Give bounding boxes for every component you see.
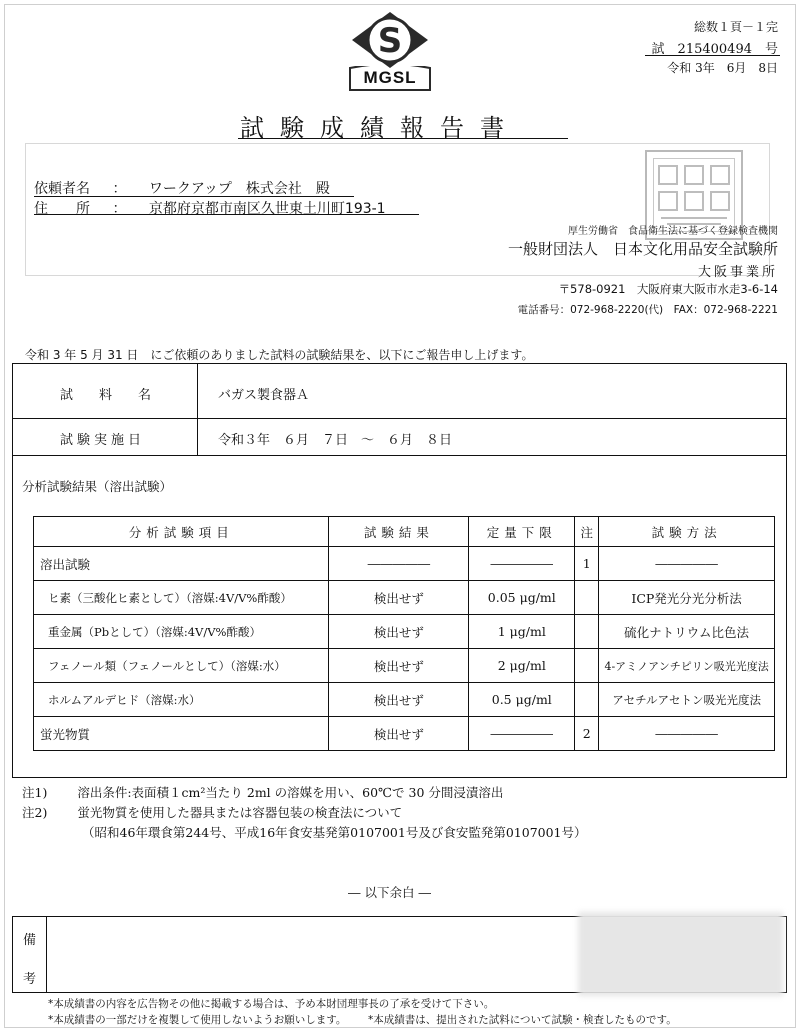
client-name-underline: [34, 196, 354, 197]
report-number-underline: [645, 55, 780, 56]
report-number: 試 215400494 号: [651, 42, 778, 57]
results-header-row: [34, 517, 775, 547]
total-pages: 総数１頁－１完: [693, 20, 778, 34]
row-method: ―――――: [599, 547, 775, 581]
logo-emblem-icon: [340, 10, 440, 70]
note-2-text: 蛍光物質を使用した器具または容器包装の検査法について: [77, 805, 403, 820]
footer-line-2a: *本成績書の一部だけを複製して使用しないようお願いします。: [48, 1014, 347, 1026]
issuer-phone: 電話番号：072-968-2220(代) FAX：072-968-2221: [517, 304, 778, 316]
page-title: 試験成績報告書: [240, 114, 520, 142]
row-note: [575, 615, 599, 649]
issuer-office: 大阪事業所: [697, 265, 778, 280]
row-result: 検出せず: [329, 683, 469, 717]
header-item: 分析試験項目: [34, 517, 329, 547]
remarks-divider: [46, 917, 47, 992]
row-result: 検出せず: [329, 615, 469, 649]
client-address-underline: [34, 214, 419, 215]
note-2: [22, 803, 402, 821]
svg-text:S: S: [377, 21, 403, 61]
end-mark: ― 以下余白 ―: [348, 885, 431, 900]
row-note: [575, 649, 599, 683]
row-result: 検出せず: [329, 581, 469, 615]
results-table: [33, 516, 775, 751]
footer-line-2b: *本成績書は、提出された試料について試験・検査したものです。: [368, 1014, 677, 1026]
row-item: ヒ素（三酸化ヒ素として）（溶媒:4V/V%酢酸）: [34, 581, 329, 615]
mgsl-logo: [340, 10, 440, 98]
row-method: ―――――: [599, 717, 775, 751]
table-row: [34, 615, 775, 649]
note-1: [22, 783, 503, 801]
table-row: [34, 547, 775, 581]
row-method: 硫化ナトリウム比色法: [599, 615, 775, 649]
sample-row-divider: [12, 418, 787, 419]
row-note: 1: [575, 547, 599, 581]
table-row: [34, 581, 775, 615]
test-period-value: 令和３年 ６月 ７日 ～ ６月 ８日: [218, 433, 453, 448]
row-item: 蛍光物質: [34, 717, 329, 751]
row-note: [575, 581, 599, 615]
header-result: 試験結果: [329, 517, 469, 547]
row-result: 検出せず: [329, 717, 469, 751]
client-name-label: 依頼者名: [34, 181, 90, 197]
note-1-text: 溶出条件:表面積１cm²当たり 2ml の溶媒を用い、60℃で 30 分間浸漬溶出: [77, 785, 504, 800]
logo-text-frame: [348, 66, 432, 92]
table-row: [34, 717, 775, 751]
row-note: 2: [575, 717, 599, 751]
note-2-label: 注2): [22, 805, 48, 820]
sample-value: バガス製食器Ａ: [218, 388, 310, 403]
remarks-label-2: 考: [23, 972, 37, 987]
issuer-postal-address: 〒578-0921 大阪府東大阪市水走3-6-14: [558, 282, 778, 296]
info-column-divider: [197, 363, 198, 455]
client-address-value: 京都府京都市南区久世東土川町193-1: [148, 201, 386, 217]
client-address-label: 住 所: [34, 201, 90, 217]
client-address-row: [34, 198, 386, 218]
issue-date: 令和 3年 6月 8日: [667, 61, 778, 75]
header-limit: 定量下限: [469, 517, 575, 547]
test-period-label: 試験実施日: [60, 433, 146, 448]
row-item: 溶出試験: [34, 547, 329, 581]
client-name-value: ワークアップ 株式会社 殿: [148, 181, 330, 197]
row-limit: ―――――: [469, 717, 575, 751]
client-name-row: [34, 178, 330, 198]
row-method: ICP発光分光分析法: [599, 581, 775, 615]
header-method: 試験方法: [599, 517, 775, 547]
note-2-continued: （昭和46年環食第244号、平成16年食安基発第0107001号及び食安監発第0107001号）: [82, 825, 587, 840]
redacted-area: [578, 912, 783, 996]
table-row: [34, 649, 775, 683]
table-row: [34, 683, 775, 717]
header-note: 注: [575, 517, 599, 547]
row-item: ホルムアルデヒド（溶媒:水）: [34, 683, 329, 717]
client-address-separator: ：: [112, 201, 127, 217]
title-underline: [238, 138, 568, 139]
row-item: フェノール類（フェノールとして）（溶媒:水）: [34, 649, 329, 683]
remarks-label-1: 備: [23, 933, 37, 948]
intro-text: 令和 3 年 5 月 31 日 にご依頼のありました試料の試験結果を、以下にご報告申し上げます。: [25, 348, 534, 362]
row-limit: 1 μg/ml: [469, 615, 575, 649]
client-name-separator: ：: [112, 181, 127, 197]
note-1-label: 注1): [22, 785, 48, 800]
logo-text: MGSL: [363, 68, 417, 87]
row-result: ―――――: [329, 547, 469, 581]
analysis-title: 分析試験結果（溶出試験）: [22, 479, 173, 494]
row-limit: ―――――: [469, 547, 575, 581]
period-row-divider: [12, 455, 787, 456]
sample-label: 試 料 名: [60, 388, 152, 403]
issuer-registration: 厚生労働省 食品衛生法に基づく登録検査機関: [568, 226, 778, 237]
row-limit: 2 μg/ml: [469, 649, 575, 683]
footer-line-1: *本成績書の内容を広告物その他に掲載する場合は、予め本財団理事長の了承を受けて下さい。: [48, 998, 495, 1010]
row-note: [575, 683, 599, 717]
row-limit: 0.05 μg/ml: [469, 581, 575, 615]
row-method: 4-アミノアンチピリン吸光光度法: [599, 649, 775, 683]
row-item: 重金属（Pbとして）（溶媒:4V/V%酢酸）: [34, 615, 329, 649]
row-result: 検出せず: [329, 649, 469, 683]
row-method: アセチルアセトン吸光光度法: [599, 683, 775, 717]
row-limit: 0.5 μg/ml: [469, 683, 575, 717]
issuer-organization: 一般財団法人 日本文化用品安全試験所: [507, 240, 778, 258]
